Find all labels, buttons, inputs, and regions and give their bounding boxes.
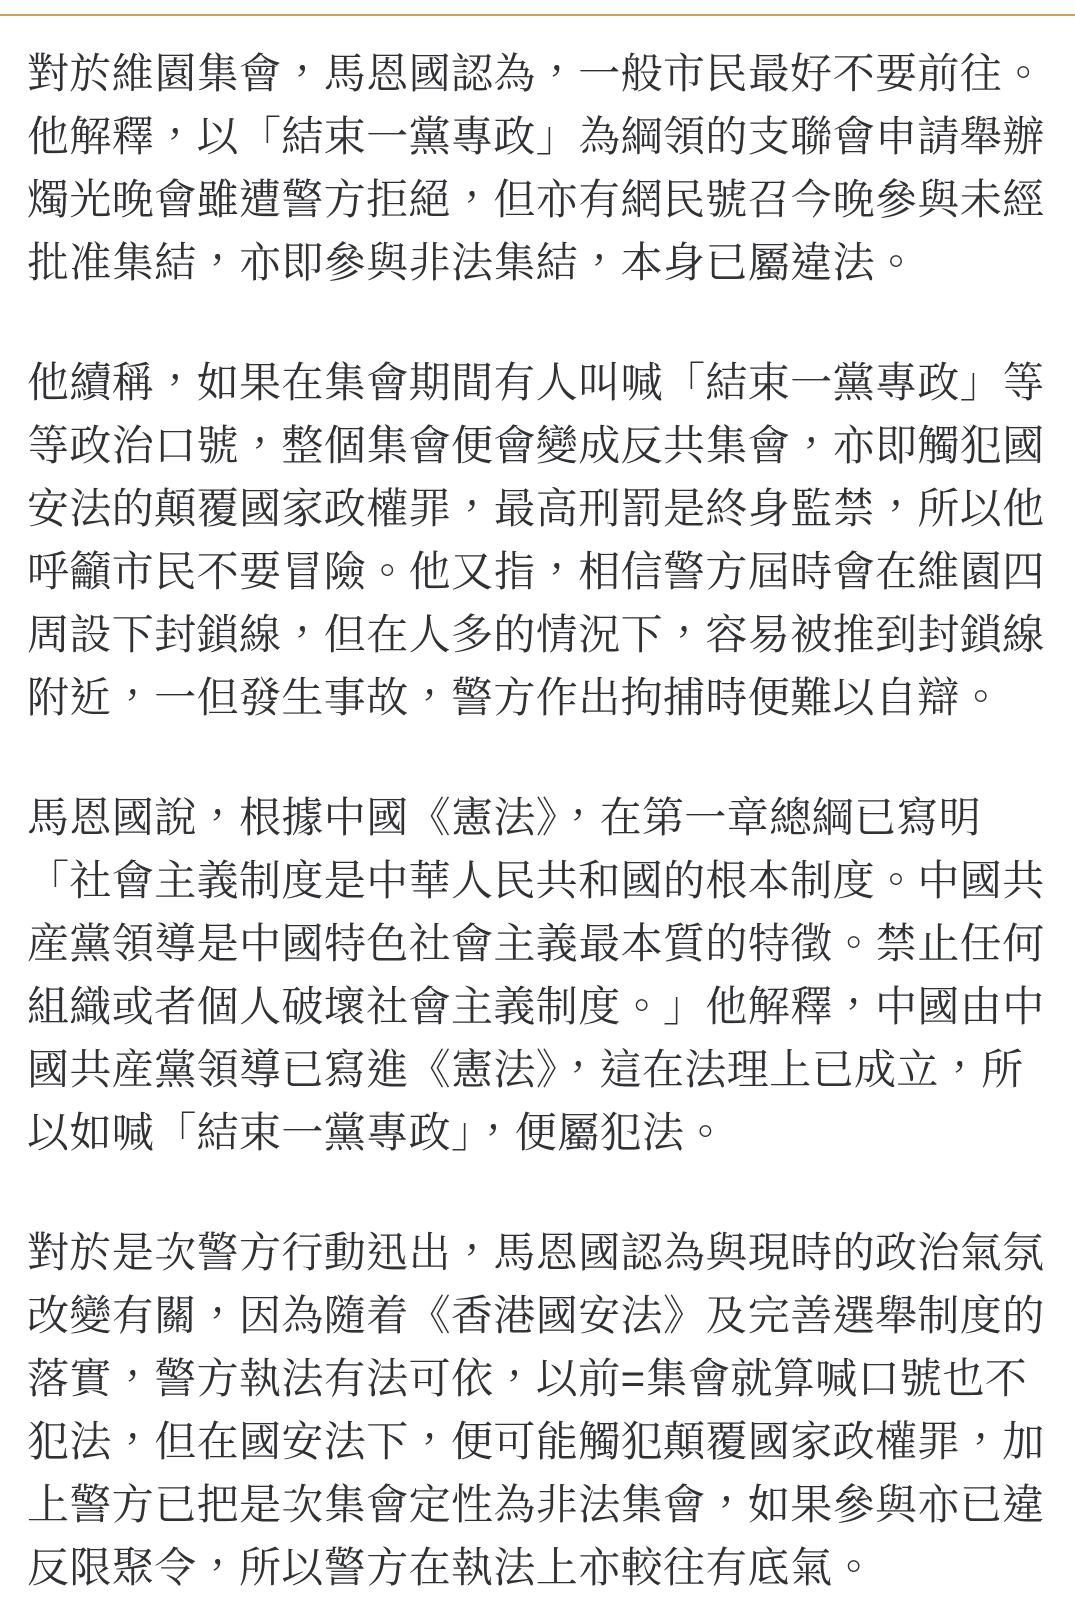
article-line: 馬恩國說，根據中國《憲法》，在第一章總綱已寫明: [27, 794, 982, 841]
article-line: 産黨領導是中國特色社會主義最本質的特徵。禁止任何: [27, 920, 1045, 967]
article-line: 燭光晚會雖遭警方拒絕，但亦有網民號召今晚參與未經: [27, 176, 1045, 223]
article-body: [0, 16, 1075, 1599]
article-line: 組織或者個人破壞社會主義制度。」他解釋，中國由中: [27, 983, 1045, 1030]
article-line: 周設下封鎖線，但在人多的情況下，容易被推到封鎖線: [27, 611, 1045, 658]
article-page: [0, 14, 1075, 1616]
article-line: 安法的顛覆國家政權罪，最高刑罰是終身監禁，所以他: [27, 485, 1045, 532]
article-line: 犯法，但在國安法下，便可能觸犯顛覆國家政權罪，加: [27, 1418, 1045, 1465]
paragraph-4: [27, 1221, 1049, 1599]
article-line: 附近，一但發生事故，警方作出拘捕時便難以自辯。: [27, 674, 1003, 721]
article-line: 以如喊「結束一黨專政」，便屬犯法。: [27, 1109, 727, 1156]
article-line: 他解釋，以「結束一黨專政」為綱領的支聯會申請舉辦: [27, 113, 1045, 160]
paragraph-3: [27, 786, 1049, 1164]
article-line: 國共産黨領導已寫進《憲法》，這在法理上已成立，所: [27, 1046, 1024, 1093]
paragraph-2: [27, 351, 1049, 729]
article-line: 上警方已把是次集會定性為非法集會，如果參與亦已違: [27, 1481, 1045, 1528]
article-line: 「社會主義制度是中華人民共和國的根本制度。中國共: [27, 857, 1045, 904]
article-line: 對於是次警方行動迅出，馬恩國認為與現時的政治氣氛: [27, 1229, 1045, 1276]
article-line: 等政治口號，整個集會便會變成反共集會，亦即觸犯國: [27, 422, 1045, 469]
paragraph-1: [27, 42, 1049, 294]
article-line: 他續稱，如果在集會期間有人叫喊「結束一黨專政」等: [27, 359, 1045, 406]
article-line: 反限聚令，所以警方在執法上亦較往有底氣。: [27, 1544, 876, 1591]
article-line: 改變有關，因為隨着《香港國安法》及完善選舉制度的: [27, 1292, 1045, 1339]
article-line: 落實，警方執法有法可依，以前=集會就算喊口號也不: [27, 1355, 1028, 1402]
article-line: 批准集結，亦即參與非法集結，本身已屬違法。: [27, 239, 918, 286]
article-line: 對於維園集會，馬恩國認為，一般市民最好不要前往。: [27, 50, 1045, 97]
article-line: 呼籲市民不要冒險。他又指，相信警方屆時會在維園四: [27, 548, 1045, 595]
